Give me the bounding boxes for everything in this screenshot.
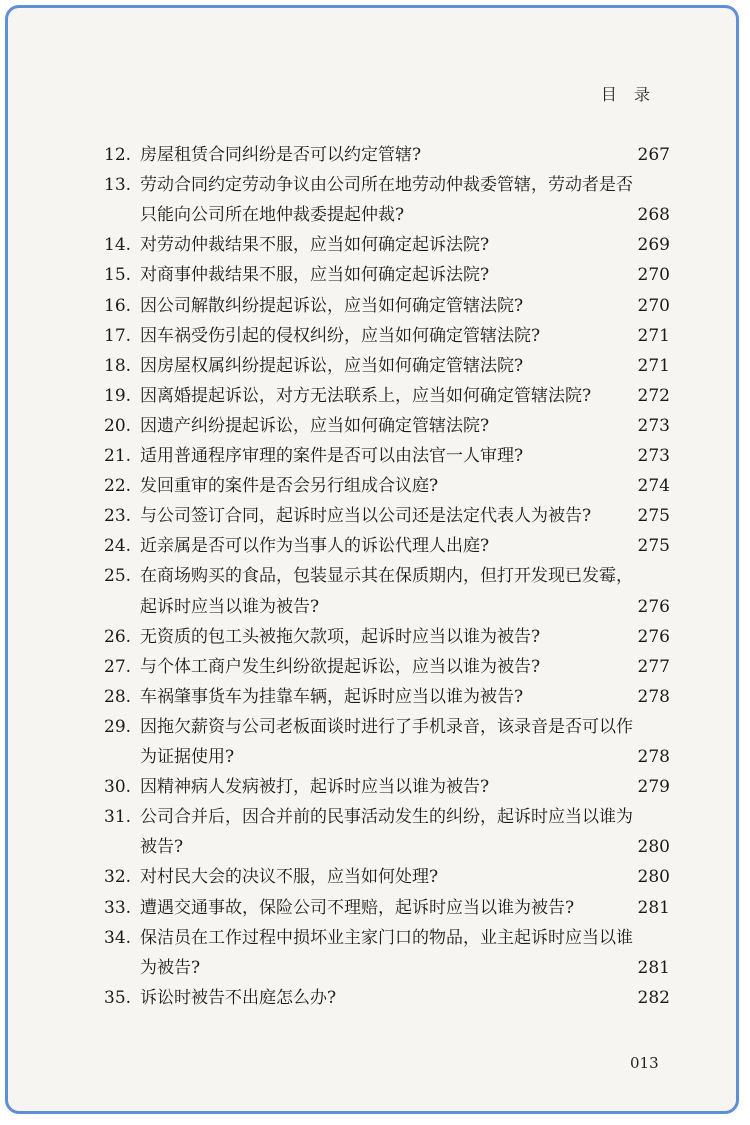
toc-entry-title: 发回重审的案件是否会另行组成合议庭?	[140, 476, 439, 497]
toc-entry-title: 起诉时应当以谁为被告?	[140, 596, 320, 617]
page-number: 013	[630, 1054, 659, 1072]
toc-entry	[104, 682, 670, 712]
toc-entry-title: 为证据使用?	[140, 747, 235, 767]
toc-entry-number: 20.	[104, 415, 132, 436]
toc-entry	[104, 260, 670, 290]
toc-entry-title: 与公司签订合同，起诉时应当以公司还是法定代表人为被告?	[140, 506, 592, 527]
toc-entry-page: 267	[637, 145, 670, 165]
toc-entry-title: 因房屋权属纠纷提起诉讼，应当如何确定管辖法院?	[140, 355, 524, 376]
toc-entry-number: 27.	[104, 656, 132, 677]
toc-entry	[104, 321, 670, 351]
toc-entry-title: 房屋租赁合同纠纷是否可以约定管辖?	[140, 145, 422, 165]
toc-entry-title: 对劳动仲裁结果不服，应当如何确定起诉法院?	[140, 235, 490, 256]
toc-entry-number: 34.	[104, 927, 132, 948]
toc-entry-number: 29.	[104, 716, 132, 737]
page-header-title: 目 录	[600, 85, 656, 104]
toc-entry-number: 13.	[104, 175, 132, 196]
toc-entry-title: 因车祸受伤引起的侵权纠纷，应当如何确定管辖法院?	[140, 325, 541, 346]
toc-entry-title: 车祸肇事货车为挂靠车辆，起诉时应当以谁为被告?	[140, 686, 524, 707]
toc-entry	[104, 772, 670, 802]
toc-entry	[104, 200, 670, 230]
toc-entry-number: 16.	[104, 295, 132, 316]
toc-entry-number: 31.	[104, 807, 132, 828]
toc-entry	[104, 140, 670, 170]
toc-entry	[104, 170, 670, 200]
toc-entry-title: 对商事仲裁结果不服，应当如何确定起诉法院?	[140, 265, 490, 286]
toc-entry	[104, 893, 670, 923]
toc-entry-number: 26.	[104, 626, 132, 647]
toc-entry-page: 271	[637, 355, 670, 376]
toc-entry-title: 因拖欠薪资与公司老板面谈时进行了手机录音，该录音是否可以作	[140, 716, 633, 737]
toc-entry-page: 278	[637, 686, 670, 707]
toc-entry-number: 30.	[104, 777, 132, 798]
toc-entry-page: 272	[637, 385, 670, 406]
toc-entry	[104, 471, 670, 501]
toc-entry-page: 275	[637, 506, 670, 527]
toc-entry-number: 23.	[104, 506, 132, 527]
toc-entry	[104, 832, 670, 862]
toc-entry-title: 保洁员在工作过程中损坏业主家门口的物品，业主起诉时应当以谁	[140, 927, 633, 948]
toc-entry-title: 对村民大会的决议不服，应当如何处理?	[140, 867, 439, 888]
toc-entry	[104, 291, 670, 321]
toc-entry-number: 19.	[104, 385, 132, 406]
toc-entry	[104, 923, 670, 953]
toc-entry-number: 15.	[104, 265, 132, 286]
toc-entry	[104, 411, 670, 441]
toc-list	[8, 8, 736, 1111]
toc-entry	[104, 592, 670, 622]
toc-entry	[104, 983, 670, 1013]
toc-entry-number: 14.	[104, 235, 132, 256]
toc-entry-title: 因离婚提起诉讼，对方无法联系上，应当如何确定管辖法院?	[140, 385, 592, 406]
toc-entry-page: 275	[637, 536, 670, 557]
toc-entry-page: 281	[637, 957, 670, 978]
toc-entry-page: 277	[637, 656, 670, 677]
toc-entry-number: 21.	[104, 446, 132, 466]
toc-entry-title: 遭遇交通事故，保险公司不理赔，起诉时应当以谁为被告?	[140, 897, 575, 918]
toc-entry	[104, 742, 670, 772]
toc-entry-page: 271	[637, 325, 670, 346]
toc-entry-page: 270	[637, 295, 670, 316]
toc-entry	[104, 652, 670, 682]
toc-entry-page: 282	[637, 987, 670, 1008]
toc-entry-number: 24.	[104, 536, 132, 557]
toc-entry-title: 为被告?	[140, 957, 201, 978]
toc-entry-number: 12.	[104, 145, 132, 165]
toc-entry-title: 公司合并后，因合并前的民事活动发生的纠纷，起诉时应当以谁为	[140, 807, 633, 828]
toc-entry-title: 因遗产纠纷提起诉讼，应当如何确定管辖法院?	[140, 415, 490, 436]
toc-entry-title: 只能向公司所在地仲裁委提起仲裁?	[140, 205, 405, 226]
toc-entry-title: 因精神病人发病被打，起诉时应当以谁为被告?	[140, 777, 490, 798]
toc-entry-page: 279	[637, 777, 670, 798]
toc-entry-page: 274	[637, 476, 670, 497]
toc-entry	[104, 501, 670, 531]
toc-entry-title: 适用普通程序审理的案件是否可以由法官一人审理?	[140, 446, 524, 466]
toc-entry-page: 270	[637, 265, 670, 286]
toc-entry-title: 与个体工商户发生纠纷欲提起诉讼，应当以谁为被告?	[140, 656, 541, 677]
toc-entry	[104, 622, 670, 652]
toc-entry	[104, 381, 670, 411]
toc-entry-page: 280	[637, 837, 670, 858]
toc-entry-title: 因公司解散纠纷提起诉讼，应当如何确定管辖法院?	[140, 295, 524, 316]
toc-entry-number: 28.	[104, 686, 132, 707]
toc-entry-number: 25.	[104, 566, 132, 587]
toc-entry	[104, 802, 670, 832]
toc-entry	[104, 561, 670, 591]
toc-entry-page: 269	[637, 235, 670, 256]
toc-entry-title: 无资质的包工头被拖欠款项，起诉时应当以谁为被告?	[140, 626, 541, 647]
toc-entry-page: 280	[637, 867, 670, 888]
toc-entry-number: 18.	[104, 355, 132, 376]
toc-entry-number: 32.	[104, 867, 132, 888]
toc-entry	[104, 441, 670, 471]
toc-entry-number: 22.	[104, 476, 132, 497]
toc-entry-number: 33.	[104, 897, 132, 918]
toc-entry-title: 在商场购买的食品，包装显示其在保质期内，但打开发现已发霉，	[140, 566, 633, 587]
toc-entry	[104, 531, 670, 561]
toc-entry-title: 诉讼时被告不出庭怎么办?	[140, 987, 337, 1008]
toc-entry-page: 268	[637, 205, 670, 226]
toc-entry-title: 近亲属是否可以作为当事人的诉讼代理人出庭?	[140, 536, 490, 557]
toc-entry	[104, 230, 670, 260]
toc-entry-title: 被告?	[140, 837, 184, 858]
toc-entry-number: 35.	[104, 987, 132, 1008]
toc-entry-page: 281	[637, 897, 670, 918]
toc-entry-page: 278	[637, 747, 670, 767]
toc-entry	[104, 953, 670, 983]
toc-entry	[104, 862, 670, 892]
toc-entry-number: 17.	[104, 325, 132, 346]
book-page	[5, 5, 739, 1114]
toc-entry	[104, 351, 670, 381]
toc-entry-page: 273	[637, 415, 670, 436]
toc-entry-page: 276	[637, 596, 670, 617]
toc-entry-title: 劳动合同约定劳动争议由公司所在地劳动仲裁委管辖，劳动者是否	[140, 175, 633, 196]
toc-entry-page: 276	[637, 626, 670, 647]
toc-entry	[104, 712, 670, 742]
toc-entry-page: 273	[637, 446, 670, 466]
